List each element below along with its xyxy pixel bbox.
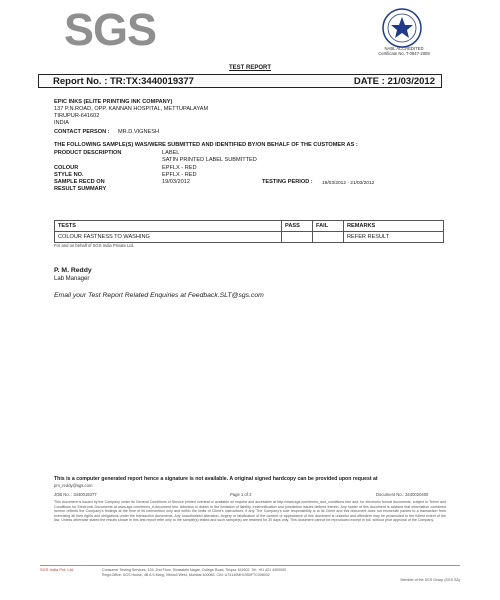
email-note: Email your Test Report Related Enquiries at Feedback.SLT@sgs.com: [54, 292, 264, 299]
pass-header: PASS: [282, 221, 313, 232]
fail-header: FAIL: [313, 221, 344, 232]
report-date: DATE : 21/03/2012: [353, 76, 435, 87]
client-country: INDIA: [54, 120, 69, 126]
sample-statement: THE FOLLOWING SAMPLE(S) WAS/WERE SUBMITTED AND IDENTIFIED BY/ON BEHALF OF THE CUSTOMER AS :: [54, 142, 358, 148]
report-title: TEST REPORT: [228, 65, 271, 71]
product-description-value1: LABEL: [162, 150, 180, 156]
footer-company: SGS India Pvt. Ltd.: [40, 567, 75, 572]
client-address1: 137 P.N.ROAD, OPP. KANNAN HOSPITAL, METTUPALAYAM: [54, 106, 209, 112]
remarks-header: REMARKS: [344, 221, 444, 232]
signatory-name: P. M. Reddy: [54, 267, 92, 274]
sample-recd-value: 19/03/2012: [162, 179, 190, 185]
computer-notice-email: pm_reddy@sgs.com: [54, 483, 93, 488]
tests-header: TESTS: [55, 221, 282, 232]
signatory-title: Lab Manager: [54, 276, 90, 282]
terms-fineprint: This document is issued by the Company under its General Conditions of Service printed overleaf or available on request and accessible at http://www.sgs.com/terms_and_conditions.htm and, for electronic format documents, subject to Terms and Conditions for Electronic Documents at www.sgs.com/terms_e-document.htm. Attention is drawn to the limitation of liability, indemnification and jurisdiction issues defined therein. Any holder of this document is advised that information contained hereon reflects the Company's findings at the time of its intervention only and within the limits of Client's instructions, if any. The Company's sole responsibility is to its Client and this document does not exonerate parties to a transaction from exercising all their rights and obligations under the transaction documents. Any unauthorized alteration, forgery or falsification of the content or appearance of this document is unlawful and offenders may be prosecuted to the fullest extent of the law. Unless otherwise stated the results shown in this test report refer only to the sample(s) tested and such sample(s) are retained for 30 days only. This document cannot be reproduced except in full, without prior approval of the Company.: [54, 500, 446, 523]
accreditation-line2: Certificate No. T-0847-2008: [378, 51, 430, 56]
sgs-logo: SGS: [64, 4, 157, 55]
client-address2: TIRUPUR-641602: [54, 113, 100, 119]
nabl-seal-icon: [372, 6, 432, 66]
tests-table: [54, 220, 444, 243]
document-reference: Document No.: 3440020400: [376, 492, 429, 497]
report-header-box: [38, 74, 442, 88]
accreditation-line1: NABL ACCREDITED: [384, 46, 424, 51]
accreditation-text: [358, 46, 450, 56]
product-description-label: PRODUCT DESCRIPTION: [54, 150, 122, 156]
table-row: [55, 232, 444, 243]
footer-group: Member of the SGS Group (SGS SA): [400, 578, 460, 582]
result-summary-label: RESULT SUMMARY: [54, 186, 107, 192]
test-name-cell: COLOUR FASTNESS TO WASHING: [55, 232, 282, 243]
footer-divider: [40, 565, 460, 566]
job-number: JOB No. : 3440019377: [54, 492, 97, 497]
colour-label: COLOUR: [54, 165, 79, 171]
contact-label: CONTACT PERSON :: [54, 129, 110, 135]
testing-period-value: 19/03/2012 - 21/03/2012: [322, 180, 375, 186]
footer-line2: Regd.Office: SGS House, 4B A S Marg, Vikhroli West, Mumbai 400083. CIN: U74140MH1950FTC008032: [102, 572, 270, 577]
page-number: Page 1 of 2: [230, 492, 252, 497]
tests-table-header: [55, 221, 444, 232]
computer-notice: This is a computer generated report hence a signature is not available. A original signed hardcopy can be provided upon request at: [54, 476, 378, 482]
testing-period-label: TESTING PERIOD :: [262, 179, 313, 185]
footer-line1: Consumer Testing Services, 104, 2nd Floor, Sivasakthi Nagar, College Road, Tirupur 641602. Tel: +91 421 4300000: [102, 568, 287, 572]
client-name: EPIC INKS (ELITE PRINTING INK COMPANY): [54, 99, 173, 105]
for-and-on-behalf: For and on behalf of SGS India Private Ltd.: [54, 243, 135, 248]
style-value: EPFLX - RED: [162, 172, 197, 178]
product-description-value2: SATIN PRINTED LABEL SUBMITTED: [162, 157, 257, 163]
colour-value: EPFLX - RED: [162, 165, 197, 171]
remarks-cell: REFER RESULT: [344, 232, 444, 243]
contact-value: MR.D.VIGNESH: [118, 129, 160, 135]
fail-cell: [313, 232, 344, 243]
pass-cell: [282, 232, 313, 243]
sample-recd-label: SAMPLE RECD ON: [54, 179, 105, 185]
report-number: Report No. : TR:TX:3440019377: [53, 76, 194, 87]
style-label: STYLE NO.: [54, 172, 84, 178]
footer-address: [102, 568, 286, 577]
